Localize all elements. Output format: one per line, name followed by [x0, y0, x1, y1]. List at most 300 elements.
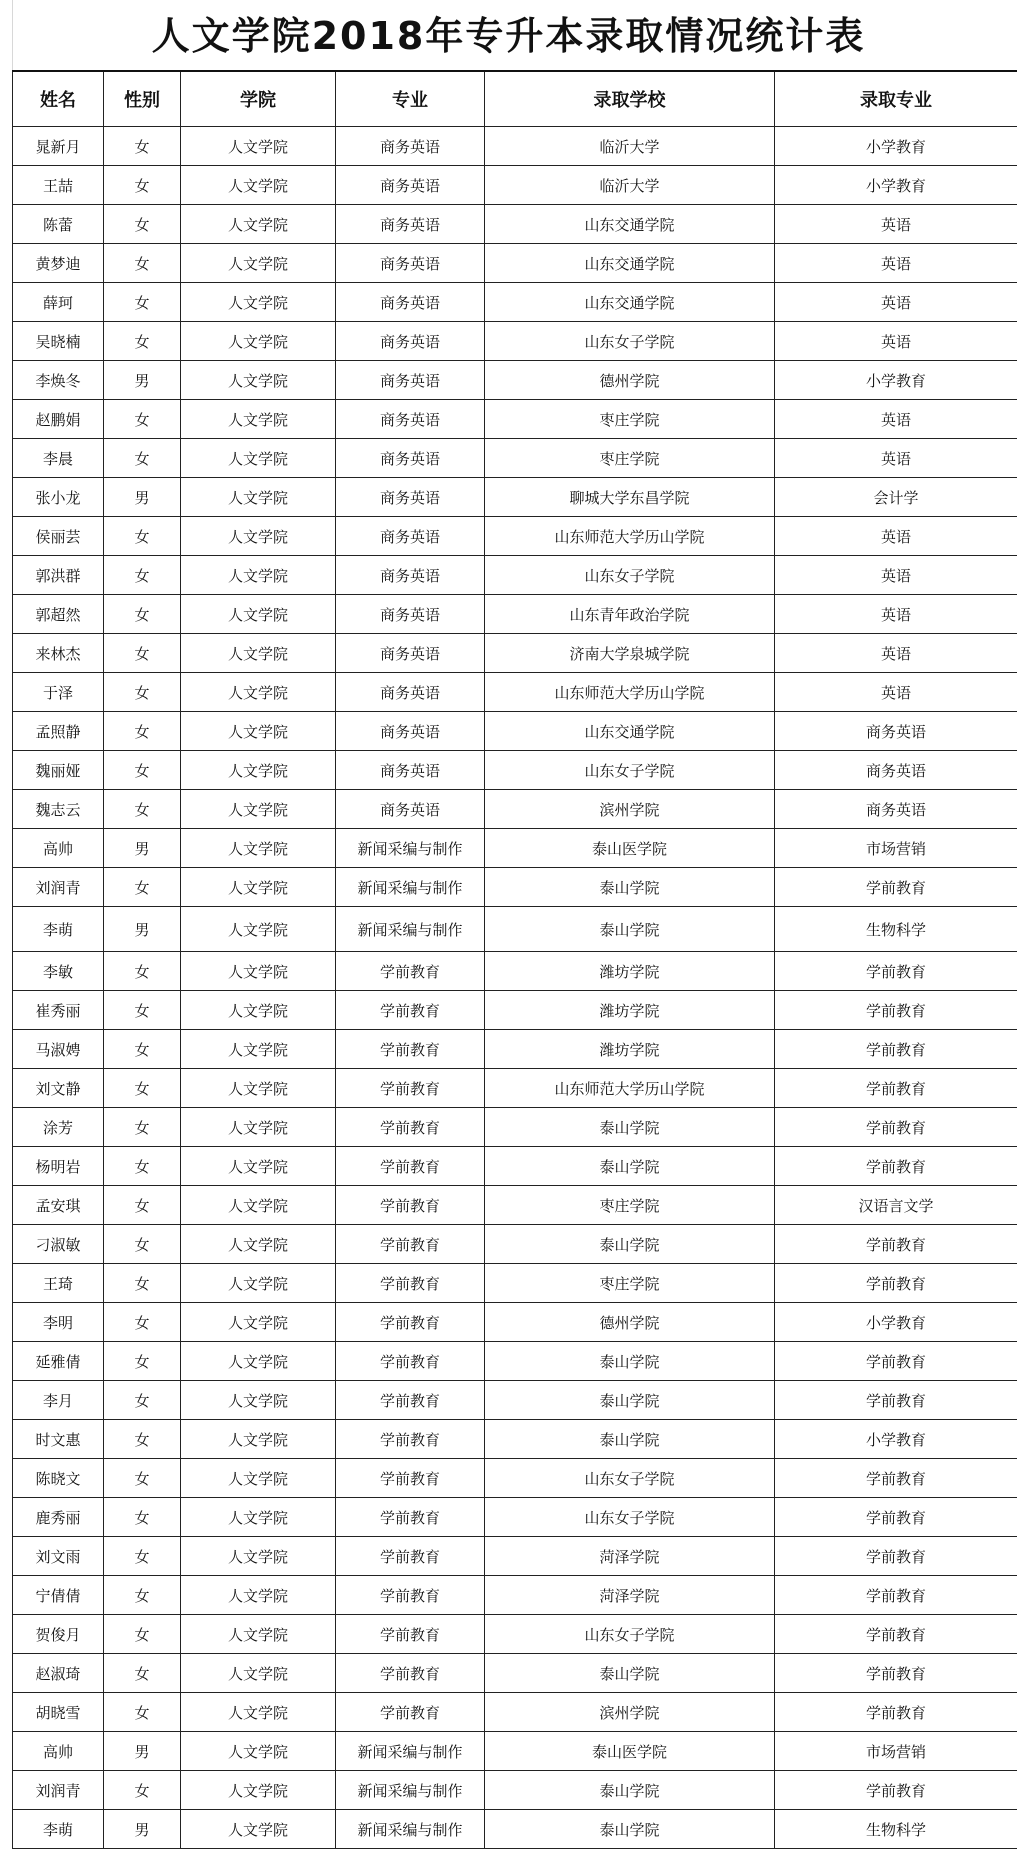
cell-major: 商务英语 [336, 556, 485, 595]
cell-admitted-major: 小学教育 [775, 1420, 1017, 1459]
cell-major: 学前教育 [336, 1498, 485, 1537]
cell-college: 人文学院 [181, 1810, 336, 1849]
table-row [13, 127, 1017, 166]
cell-admitted-major: 小学教育 [775, 361, 1017, 400]
cell-name: 吴晓楠 [13, 322, 104, 361]
cell-major: 新闻采编与制作 [336, 1771, 485, 1810]
cell-college: 人文学院 [181, 1030, 336, 1069]
table-row [13, 1459, 1017, 1498]
cell-gender: 女 [104, 205, 181, 244]
cell-gender: 女 [104, 166, 181, 205]
cell-major: 商务英语 [336, 517, 485, 556]
table-body [13, 127, 1017, 1849]
cell-admitted-major: 英语 [775, 673, 1017, 712]
cell-gender: 女 [104, 1771, 181, 1810]
cell-name: 刁淑敏 [13, 1225, 104, 1264]
cell-admitted-school: 滨州学院 [485, 1693, 775, 1732]
cell-admitted-major: 学前教育 [775, 1771, 1017, 1810]
table-row [13, 829, 1017, 868]
cell-name: 薛珂 [13, 283, 104, 322]
cell-gender: 女 [104, 517, 181, 556]
cell-admitted-school: 山东师范大学历山学院 [485, 1069, 775, 1108]
cell-college: 人文学院 [181, 1264, 336, 1303]
cell-name: 孟照静 [13, 712, 104, 751]
table-row [13, 1303, 1017, 1342]
cell-gender: 女 [104, 1069, 181, 1108]
cell-admitted-school: 泰山学院 [485, 1342, 775, 1381]
cell-gender: 女 [104, 244, 181, 283]
cell-college: 人文学院 [181, 1303, 336, 1342]
cell-name: 魏丽娅 [13, 751, 104, 790]
cell-name: 来林杰 [13, 634, 104, 673]
cell-admitted-major: 英语 [775, 517, 1017, 556]
table-row [13, 1693, 1017, 1732]
cell-major: 商务英语 [336, 244, 485, 283]
cell-name: 赵鹏娟 [13, 400, 104, 439]
cell-admitted-school: 泰山学院 [485, 1147, 775, 1186]
cell-admitted-major: 小学教育 [775, 1303, 1017, 1342]
cell-gender: 女 [104, 1459, 181, 1498]
cell-college: 人文学院 [181, 322, 336, 361]
cell-gender: 女 [104, 1498, 181, 1537]
cell-admitted-major: 会计学 [775, 478, 1017, 517]
cell-major: 学前教育 [336, 1420, 485, 1459]
table-row [13, 1420, 1017, 1459]
cell-gender: 女 [104, 1654, 181, 1693]
cell-college: 人文学院 [181, 1147, 336, 1186]
table-row [13, 1069, 1017, 1108]
cell-major: 商务英语 [336, 751, 485, 790]
cell-major: 商务英语 [336, 595, 485, 634]
cell-gender: 女 [104, 1615, 181, 1654]
table-row [13, 1576, 1017, 1615]
cell-college: 人文学院 [181, 1654, 336, 1693]
cell-gender: 女 [104, 1030, 181, 1069]
table-row [13, 556, 1017, 595]
cell-college: 人文学院 [181, 634, 336, 673]
cell-major: 新闻采编与制作 [336, 868, 485, 907]
cell-admitted-major: 英语 [775, 205, 1017, 244]
cell-admitted-major: 英语 [775, 400, 1017, 439]
cell-name: 胡晓雪 [13, 1693, 104, 1732]
cell-major: 商务英语 [336, 790, 485, 829]
cell-admitted-school: 德州学院 [485, 1303, 775, 1342]
cell-admitted-major: 英语 [775, 439, 1017, 478]
cell-major: 商务英语 [336, 166, 485, 205]
cell-college: 人文学院 [181, 478, 336, 517]
cell-gender: 女 [104, 1381, 181, 1420]
table-row [13, 1615, 1017, 1654]
cell-major: 商务英语 [336, 673, 485, 712]
cell-admitted-school: 山东交通学院 [485, 205, 775, 244]
cell-admitted-school: 山东师范大学历山学院 [485, 673, 775, 712]
table-row [13, 439, 1017, 478]
cell-major: 学前教育 [336, 1537, 485, 1576]
cell-name: 刘润青 [13, 868, 104, 907]
cell-admitted-school: 泰山学院 [485, 868, 775, 907]
cell-name: 晁新月 [13, 127, 104, 166]
cell-college: 人文学院 [181, 868, 336, 907]
table-row [13, 1030, 1017, 1069]
table-row [13, 322, 1017, 361]
cell-admitted-major: 市场营销 [775, 1732, 1017, 1771]
cell-admitted-school: 山东女子学院 [485, 1615, 775, 1654]
cell-gender: 女 [104, 1303, 181, 1342]
cell-admitted-major: 商务英语 [775, 751, 1017, 790]
cell-name: 张小龙 [13, 478, 104, 517]
cell-gender: 男 [104, 829, 181, 868]
cell-name: 宁倩倩 [13, 1576, 104, 1615]
cell-college: 人文学院 [181, 1069, 336, 1108]
cell-major: 新闻采编与制作 [336, 829, 485, 868]
header-admitted-major: 录取专业 [775, 71, 1017, 127]
cell-admitted-major: 英语 [775, 634, 1017, 673]
cell-admitted-major: 学前教育 [775, 1654, 1017, 1693]
cell-college: 人文学院 [181, 1459, 336, 1498]
cell-admitted-school: 潍坊学院 [485, 952, 775, 991]
table-row [13, 1537, 1017, 1576]
cell-name: 郭洪群 [13, 556, 104, 595]
cell-name: 刘文静 [13, 1069, 104, 1108]
cell-college: 人文学院 [181, 907, 336, 952]
table-row [13, 1147, 1017, 1186]
cell-gender: 女 [104, 1225, 181, 1264]
cell-admitted-major: 汉语言文学 [775, 1186, 1017, 1225]
cell-name: 郭超然 [13, 595, 104, 634]
table-row [13, 1498, 1017, 1537]
cell-college: 人文学院 [181, 829, 336, 868]
cell-gender: 女 [104, 1342, 181, 1381]
cell-college: 人文学院 [181, 439, 336, 478]
cell-admitted-school: 临沂大学 [485, 166, 775, 205]
cell-name: 王喆 [13, 166, 104, 205]
table-row [13, 991, 1017, 1030]
cell-admitted-school: 枣庄学院 [485, 1264, 775, 1303]
cell-admitted-school: 山东师范大学历山学院 [485, 517, 775, 556]
cell-major: 学前教育 [336, 1576, 485, 1615]
cell-admitted-major: 学前教育 [775, 1342, 1017, 1381]
cell-gender: 女 [104, 1420, 181, 1459]
cell-major: 学前教育 [336, 1693, 485, 1732]
cell-college: 人文学院 [181, 1732, 336, 1771]
table-row [13, 1264, 1017, 1303]
header-college: 学院 [181, 71, 336, 127]
cell-admitted-major: 学前教育 [775, 1147, 1017, 1186]
cell-admitted-school: 山东女子学院 [485, 1459, 775, 1498]
cell-admitted-school: 聊城大学东昌学院 [485, 478, 775, 517]
cell-major: 学前教育 [336, 991, 485, 1030]
cell-major: 学前教育 [336, 1342, 485, 1381]
cell-major: 商务英语 [336, 205, 485, 244]
cell-admitted-school: 临沂大学 [485, 127, 775, 166]
table-row [13, 712, 1017, 751]
cell-gender: 女 [104, 1576, 181, 1615]
cell-name: 杨明岩 [13, 1147, 104, 1186]
cell-gender: 女 [104, 790, 181, 829]
cell-gender: 男 [104, 478, 181, 517]
cell-gender: 女 [104, 952, 181, 991]
cell-gender: 女 [104, 556, 181, 595]
cell-admitted-major: 学前教育 [775, 1459, 1017, 1498]
cell-gender: 女 [104, 1108, 181, 1147]
cell-major: 商务英语 [336, 439, 485, 478]
cell-admitted-major: 生物科学 [775, 1810, 1017, 1849]
cell-college: 人文学院 [181, 1693, 336, 1732]
cell-college: 人文学院 [181, 1498, 336, 1537]
cell-admitted-major: 商务英语 [775, 712, 1017, 751]
cell-admitted-school: 山东女子学院 [485, 322, 775, 361]
table-row [13, 283, 1017, 322]
cell-major: 学前教育 [336, 1030, 485, 1069]
cell-college: 人文学院 [181, 595, 336, 634]
admission-table [12, 70, 1017, 1849]
cell-gender: 女 [104, 322, 181, 361]
table-row [13, 790, 1017, 829]
cell-major: 学前教育 [336, 1654, 485, 1693]
cell-admitted-major: 学前教育 [775, 1264, 1017, 1303]
cell-college: 人文学院 [181, 1108, 336, 1147]
cell-college: 人文学院 [181, 205, 336, 244]
cell-admitted-major: 学前教育 [775, 1069, 1017, 1108]
cell-name: 李明 [13, 1303, 104, 1342]
cell-admitted-major: 学前教育 [775, 1537, 1017, 1576]
cell-name: 王琦 [13, 1264, 104, 1303]
cell-college: 人文学院 [181, 283, 336, 322]
cell-gender: 女 [104, 712, 181, 751]
table-row [13, 907, 1017, 952]
cell-college: 人文学院 [181, 790, 336, 829]
cell-major: 学前教育 [336, 952, 485, 991]
cell-major: 新闻采编与制作 [336, 1732, 485, 1771]
table-row [13, 1186, 1017, 1225]
cell-admitted-school: 山东交通学院 [485, 283, 775, 322]
cell-admitted-school: 山东女子学院 [485, 556, 775, 595]
cell-admitted-major: 学前教育 [775, 1030, 1017, 1069]
cell-name: 高帅 [13, 1732, 104, 1771]
cell-gender: 女 [104, 751, 181, 790]
cell-admitted-school: 山东女子学院 [485, 751, 775, 790]
cell-admitted-school: 菏泽学院 [485, 1537, 775, 1576]
cell-major: 学前教育 [336, 1225, 485, 1264]
cell-name: 孟安琪 [13, 1186, 104, 1225]
table-row [13, 166, 1017, 205]
cell-admitted-major: 学前教育 [775, 1576, 1017, 1615]
table-row [13, 751, 1017, 790]
table-row [13, 634, 1017, 673]
cell-college: 人文学院 [181, 400, 336, 439]
cell-admitted-school: 潍坊学院 [485, 991, 775, 1030]
cell-college: 人文学院 [181, 1381, 336, 1420]
cell-admitted-school: 泰山学院 [485, 1420, 775, 1459]
cell-name: 陈晓文 [13, 1459, 104, 1498]
cell-name: 赵淑琦 [13, 1654, 104, 1693]
table-row [13, 1771, 1017, 1810]
cell-college: 人文学院 [181, 751, 336, 790]
cell-name: 黄梦迪 [13, 244, 104, 283]
table-row [13, 1381, 1017, 1420]
cell-gender: 女 [104, 439, 181, 478]
cell-college: 人文学院 [181, 1537, 336, 1576]
table-row [13, 400, 1017, 439]
cell-name: 李萌 [13, 1810, 104, 1849]
cell-major: 商务英语 [336, 283, 485, 322]
cell-admitted-school: 德州学院 [485, 361, 775, 400]
table-row [13, 952, 1017, 991]
cell-admitted-school: 枣庄学院 [485, 400, 775, 439]
cell-gender: 女 [104, 991, 181, 1030]
cell-name: 刘文雨 [13, 1537, 104, 1576]
cell-admitted-major: 学前教育 [775, 1381, 1017, 1420]
cell-major: 商务英语 [336, 712, 485, 751]
cell-college: 人文学院 [181, 1615, 336, 1654]
cell-major: 商务英语 [336, 361, 485, 400]
cell-admitted-school: 泰山医学院 [485, 829, 775, 868]
cell-admitted-school: 济南大学泉城学院 [485, 634, 775, 673]
cell-admitted-school: 山东青年政治学院 [485, 595, 775, 634]
table-header-row [13, 71, 1017, 127]
cell-admitted-school: 山东交通学院 [485, 244, 775, 283]
cell-admitted-school: 泰山学院 [485, 1654, 775, 1693]
cell-admitted-major: 英语 [775, 322, 1017, 361]
cell-gender: 男 [104, 907, 181, 952]
cell-name: 崔秀丽 [13, 991, 104, 1030]
cell-gender: 女 [104, 283, 181, 322]
cell-name: 李月 [13, 1381, 104, 1420]
cell-major: 学前教育 [336, 1303, 485, 1342]
cell-college: 人文学院 [181, 712, 336, 751]
cell-name: 高帅 [13, 829, 104, 868]
cell-gender: 女 [104, 127, 181, 166]
cell-college: 人文学院 [181, 952, 336, 991]
cell-admitted-school: 山东女子学院 [485, 1498, 775, 1537]
cell-major: 商务英语 [336, 634, 485, 673]
cell-admitted-major: 学前教育 [775, 1498, 1017, 1537]
cell-name: 鹿秀丽 [13, 1498, 104, 1537]
table-row [13, 244, 1017, 283]
cell-gender: 女 [104, 868, 181, 907]
cell-admitted-major: 学前教育 [775, 1108, 1017, 1147]
cell-admitted-major: 学前教育 [775, 868, 1017, 907]
cell-name: 侯丽芸 [13, 517, 104, 556]
cell-admitted-school: 泰山医学院 [485, 1732, 775, 1771]
cell-admitted-major: 市场营销 [775, 829, 1017, 868]
cell-admitted-school: 菏泽学院 [485, 1576, 775, 1615]
cell-admitted-major: 生物科学 [775, 907, 1017, 952]
cell-major: 学前教育 [336, 1147, 485, 1186]
cell-name: 李敏 [13, 952, 104, 991]
cell-name: 陈蕾 [13, 205, 104, 244]
cell-name: 于泽 [13, 673, 104, 712]
cell-admitted-major: 学前教育 [775, 991, 1017, 1030]
header-major: 专业 [336, 71, 485, 127]
table-row [13, 1342, 1017, 1381]
cell-major: 学前教育 [336, 1069, 485, 1108]
cell-gender: 女 [104, 1186, 181, 1225]
cell-admitted-major: 小学教育 [775, 166, 1017, 205]
cell-college: 人文学院 [181, 361, 336, 400]
cell-gender: 男 [104, 1732, 181, 1771]
header-name: 姓名 [13, 71, 104, 127]
cell-gender: 女 [104, 634, 181, 673]
cell-admitted-major: 英语 [775, 244, 1017, 283]
cell-admitted-major: 英语 [775, 283, 1017, 322]
cell-admitted-school: 滨州学院 [485, 790, 775, 829]
cell-admitted-school: 泰山学院 [485, 1108, 775, 1147]
table-row [13, 1732, 1017, 1771]
cell-gender: 女 [104, 1264, 181, 1303]
cell-name: 李萌 [13, 907, 104, 952]
table-row [13, 478, 1017, 517]
cell-gender: 女 [104, 595, 181, 634]
cell-college: 人文学院 [181, 1771, 336, 1810]
cell-admitted-major: 学前教育 [775, 1225, 1017, 1264]
cell-major: 商务英语 [336, 478, 485, 517]
table-row [13, 205, 1017, 244]
cell-name: 刘润青 [13, 1771, 104, 1810]
cell-major: 新闻采编与制作 [336, 907, 485, 952]
cell-major: 学前教育 [336, 1186, 485, 1225]
cell-college: 人文学院 [181, 127, 336, 166]
cell-gender: 女 [104, 1537, 181, 1576]
cell-gender: 女 [104, 1147, 181, 1186]
cell-admitted-school: 泰山学院 [485, 1810, 775, 1849]
cell-gender: 女 [104, 400, 181, 439]
table-row [13, 595, 1017, 634]
cell-major: 学前教育 [336, 1108, 485, 1147]
cell-admitted-school: 泰山学院 [485, 1225, 775, 1264]
cell-name: 李焕冬 [13, 361, 104, 400]
cell-major: 商务英语 [336, 322, 485, 361]
cell-major: 学前教育 [336, 1459, 485, 1498]
cell-college: 人文学院 [181, 673, 336, 712]
cell-admitted-school: 泰山学院 [485, 1771, 775, 1810]
cell-admitted-school: 枣庄学院 [485, 1186, 775, 1225]
cell-admitted-major: 英语 [775, 556, 1017, 595]
cell-name: 贺俊月 [13, 1615, 104, 1654]
cell-college: 人文学院 [181, 1225, 336, 1264]
cell-major: 学前教育 [336, 1381, 485, 1420]
cell-major: 学前教育 [336, 1615, 485, 1654]
cell-name: 李晨 [13, 439, 104, 478]
cell-major: 商务英语 [336, 400, 485, 439]
header-gender: 性别 [104, 71, 181, 127]
cell-admitted-major: 学前教育 [775, 952, 1017, 991]
cell-name: 魏志云 [13, 790, 104, 829]
table-row [13, 673, 1017, 712]
table-row [13, 1108, 1017, 1147]
cell-gender: 男 [104, 1810, 181, 1849]
cell-gender: 男 [104, 361, 181, 400]
cell-name: 涂芳 [13, 1108, 104, 1147]
cell-admitted-school: 泰山学院 [485, 1381, 775, 1420]
table-row [13, 517, 1017, 556]
table-row [13, 868, 1017, 907]
cell-name: 延雅倩 [13, 1342, 104, 1381]
table-row [13, 1654, 1017, 1693]
header-admitted-school: 录取学校 [485, 71, 775, 127]
cell-gender: 女 [104, 1693, 181, 1732]
cell-name: 马淑娉 [13, 1030, 104, 1069]
cell-admitted-school: 枣庄学院 [485, 439, 775, 478]
cell-gender: 女 [104, 673, 181, 712]
cell-college: 人文学院 [181, 991, 336, 1030]
table-row [13, 1225, 1017, 1264]
cell-major: 商务英语 [336, 127, 485, 166]
cell-admitted-major: 商务英语 [775, 790, 1017, 829]
cell-college: 人文学院 [181, 166, 336, 205]
cell-college: 人文学院 [181, 1420, 336, 1459]
cell-admitted-major: 学前教育 [775, 1615, 1017, 1654]
